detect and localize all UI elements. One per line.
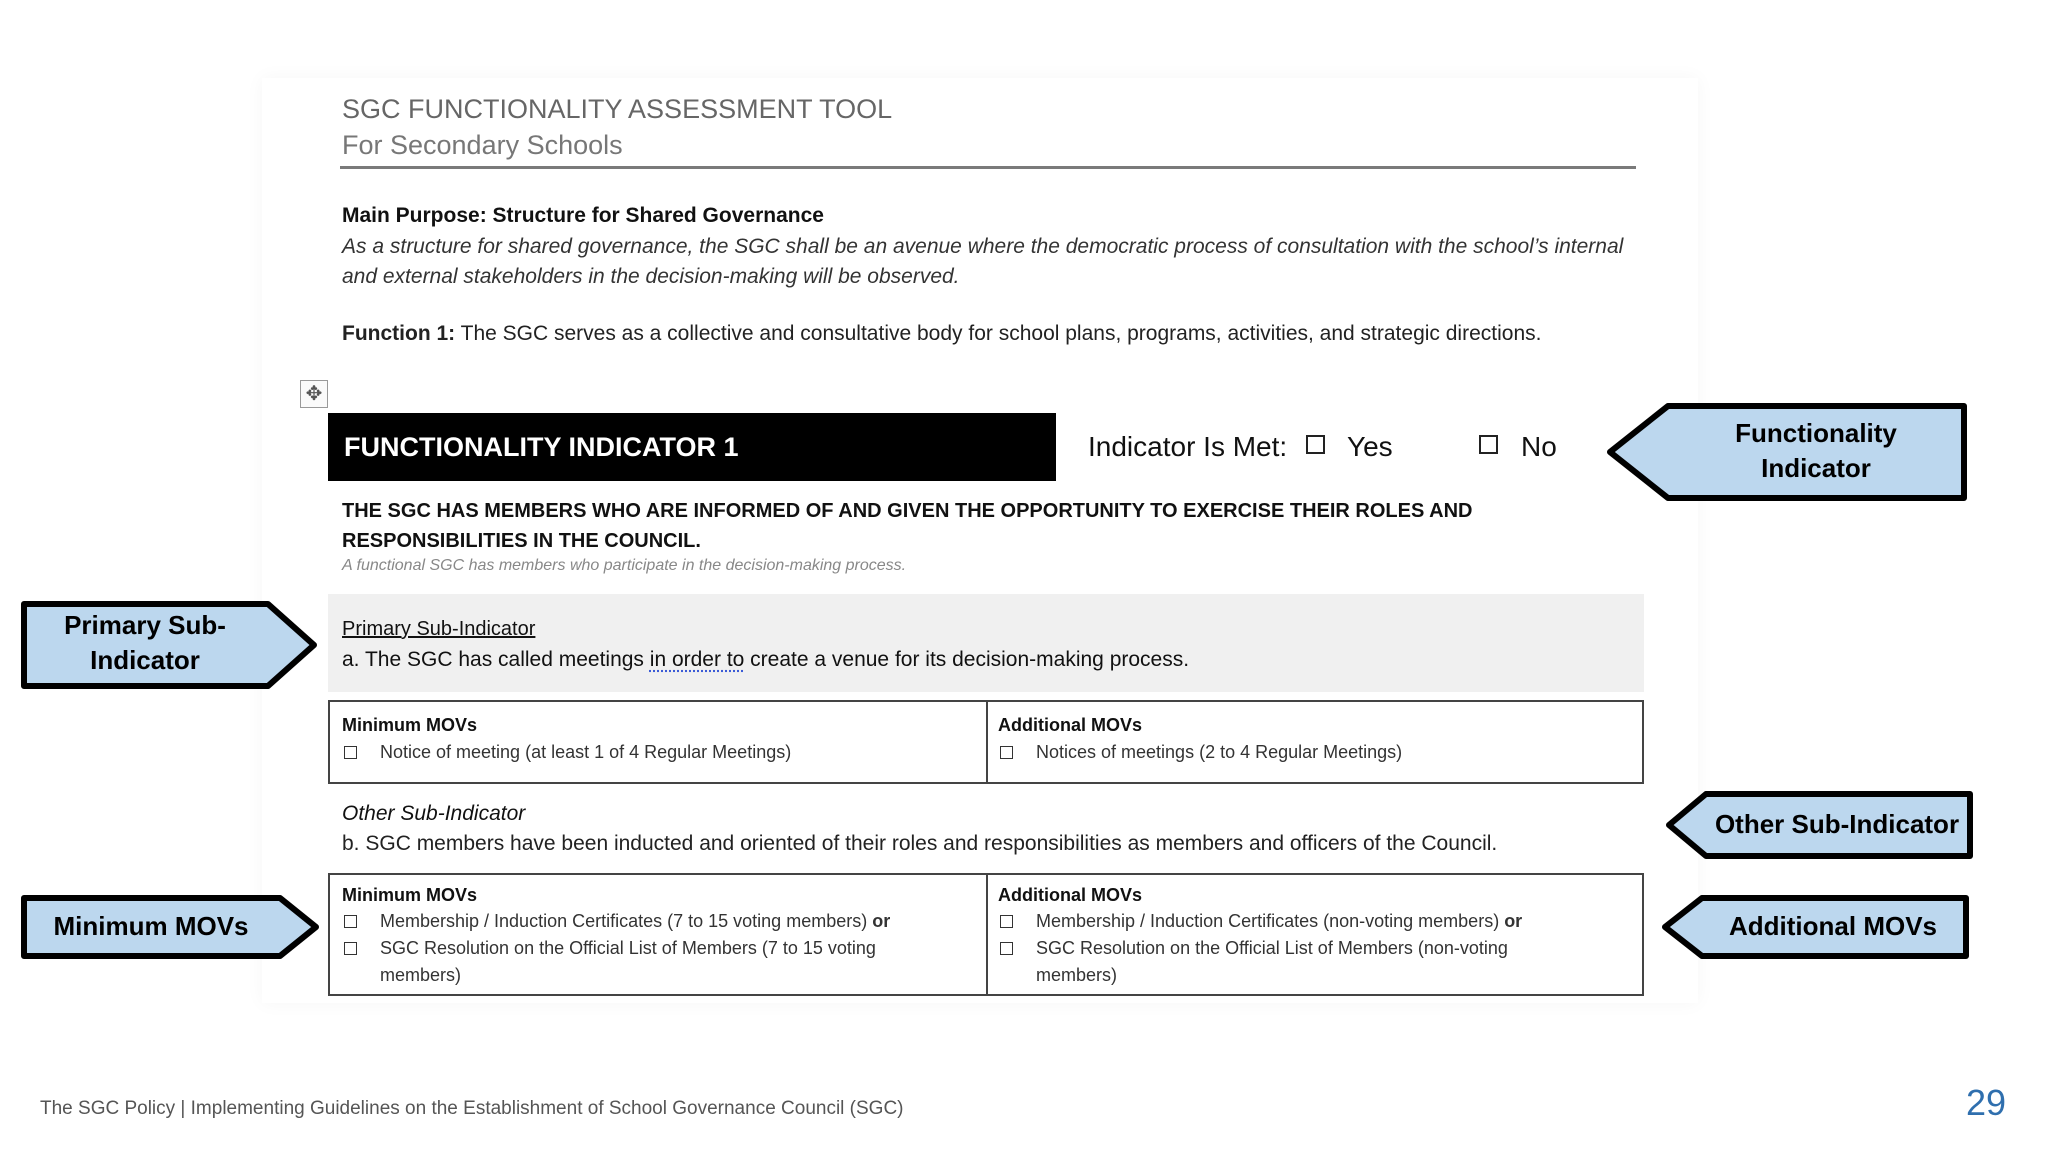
checkbox-empty-icon[interactable] <box>1000 746 1013 759</box>
other-sub-indicator-callout <box>1664 790 1974 860</box>
min-mov-item-1 <box>380 911 890 932</box>
min-movs-head: Minimum MOVs <box>342 885 478 905</box>
other-mov-table <box>328 873 1644 996</box>
or-connector: or <box>867 911 891 931</box>
primary-sub-indicator-heading: Primary Sub-Indicator <box>342 618 536 640</box>
callout-label: Minimum MOVs <box>53 911 249 941</box>
doc-subtitle: For Secondary Schools <box>342 130 623 160</box>
function-text: The SGC serves as a collective and consultative body for school plans, programs, activities, and strategic directions. <box>455 322 1542 345</box>
add-mov-item-1 <box>1036 911 1522 932</box>
min-mov-item-text: Notice of meeting (at least 1 of 4 Regular Meetings) <box>380 742 792 762</box>
add-mov-item-text: Notices of meetings (2 to 4 Regular Meetings) <box>1036 742 1403 762</box>
min-mov-item-2: SGC Resolution on the Official List of Members (7 to 15 voting <box>380 938 876 958</box>
functionality-indicator-callout <box>1604 402 1968 502</box>
table-divider <box>986 702 988 782</box>
primary-text-part: a. The SGC has called meetings <box>342 648 650 671</box>
move-cross-icon[interactable]: ✥ <box>300 380 328 408</box>
add-movs-head: Additional MOVs <box>998 885 1142 905</box>
page-number: 29 <box>1966 1082 2007 1123</box>
other-sub-indicator-heading: Other Sub-Indicator <box>342 802 526 825</box>
callout-label-line1: Functionality <box>1735 418 1897 448</box>
minimum-movs-callout <box>20 894 320 960</box>
primary-sub-indicator-callout <box>20 600 320 690</box>
purpose-text: As a structure for shared governance, the SGC shall be an avenue where the democratic process of consultation with the school’s internal and external stakeholders in the decision-making will be observed. <box>342 235 1624 288</box>
indicator-met-label: Indicator Is Met: <box>1088 431 1288 462</box>
callout-label-line2: Indicator <box>1761 453 1871 483</box>
title-rule <box>340 166 1636 169</box>
callout-label: Additional MOVs <box>1729 911 1937 941</box>
primary-sub-indicator-panel <box>328 594 1644 692</box>
callout-label-line2: Indicator <box>90 645 200 675</box>
min-mov-item-1-text: Membership / Induction Certificates (7 to 15 voting members) <box>380 911 868 931</box>
checkbox-empty-icon[interactable] <box>1000 915 1013 928</box>
min-movs-head: Minimum MOVs <box>342 715 478 735</box>
callout-label-line1: Primary Sub- <box>64 610 226 640</box>
additional-movs-callout <box>1660 894 1970 960</box>
indicator-note: A functional SGC has members who participate in the decision-making process. <box>342 557 907 574</box>
indicator-banner: FUNCTIONALITY INDICATOR 1 <box>328 413 1056 481</box>
checkbox-empty-icon[interactable] <box>344 746 357 759</box>
add-mov-item-1-text: Membership / Induction Certificates (non-voting members) <box>1036 911 1500 931</box>
or-connector: or <box>1499 911 1523 931</box>
doc-title: SGC FUNCTIONALITY ASSESSMENT TOOL <box>342 94 893 124</box>
checkbox-empty-icon[interactable] <box>344 942 357 955</box>
yes-checkbox[interactable] <box>1306 435 1325 454</box>
footer-text: The SGC Policy | Implementing Guidelines on the Establishment of School Governance Council (SGC) <box>40 1098 904 1119</box>
function-label: Function 1: <box>342 322 456 345</box>
checkbox-empty-icon[interactable] <box>344 915 357 928</box>
yes-label: Yes <box>1347 431 1393 462</box>
no-label: No <box>1521 431 1557 462</box>
primary-mov-table <box>328 700 1644 784</box>
add-mov-item-2: SGC Resolution on the Official List of Members (non-voting <box>1036 938 1508 958</box>
other-sub-indicator-text: b. SGC members have been inducted and oriented of their roles and responsibilities as members and officers of the Council. <box>342 832 1498 855</box>
add-mov-list <box>998 911 1628 991</box>
add-mov-item-2-cont: members) <box>1036 965 1118 985</box>
min-mov-item-2-cont: members) <box>380 965 462 985</box>
indicator-statement: THE SGC HAS MEMBERS WHO ARE INFORMED OF AND GIVEN THE OPPORTUNITY TO EXERCISE THEIR ROLES AND RESPONSIBILITIES IN THE COUNCIL. <box>342 500 1473 552</box>
primary-text-part: create a venue for its decision-making process. <box>744 648 1190 671</box>
function-line <box>342 322 1541 346</box>
grammar-flagged-phrase: in order to <box>649 648 745 671</box>
callout-label: Other Sub-Indicator <box>1714 809 1960 839</box>
add-mov-item <box>998 742 1618 766</box>
purpose-label: Main Purpose: Structure for Shared Governance <box>342 204 824 227</box>
checkbox-empty-icon[interactable] <box>1000 942 1013 955</box>
primary-sub-indicator-text <box>342 648 1189 672</box>
table-divider <box>986 875 988 994</box>
min-mov-item <box>342 742 962 766</box>
document-excerpt <box>262 78 1698 1003</box>
no-checkbox[interactable] <box>1479 435 1498 454</box>
add-movs-head: Additional MOVs <box>998 715 1142 735</box>
min-mov-list <box>342 911 972 991</box>
